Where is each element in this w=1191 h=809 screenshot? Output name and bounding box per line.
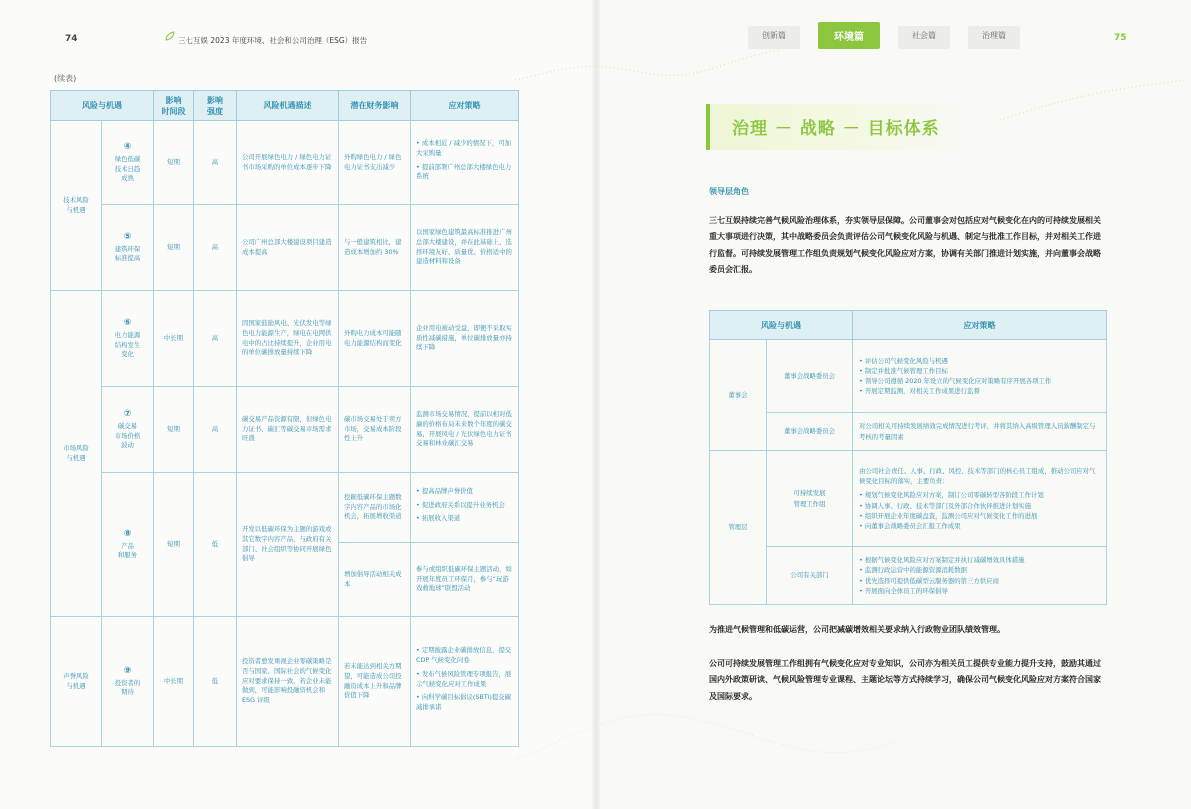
strategy-item: • 规划气候变化风险应对方案，制订公司零碳转型各阶段工作计划	[859, 490, 1100, 500]
strategy-item: • 开展定期监测，对相关工作成果进行监督	[859, 386, 1100, 396]
period-cell: 短期	[154, 205, 194, 291]
item-name: 投资者的 期待	[114, 678, 141, 697]
unit-cell: 董事会战略委员会	[767, 413, 853, 451]
finance-cell: 挖掘低碳环保主题数字内容产品的市场化机会，拓展增收渠道	[339, 473, 411, 543]
intensity-cell: 低	[194, 617, 237, 747]
section-tabs	[748, 22, 1020, 49]
strategy-intro: 由公司社会责任、人事、行政、风控、技术等部门的核心员工组成，推动公司应对气候变化目标的落实，主要负责：	[859, 466, 1096, 485]
header-finance: 潜在财务影响	[339, 91, 411, 121]
description-cell: 公司开展绿色电力 / 绿色电力证书市场采购的单位成本逐步下降	[237, 121, 339, 205]
strategy-item: • 协调人事、行政、技术等部门及外部合作伙伴推进计划实施	[859, 501, 1100, 511]
strategy-item: • 根据气候变化风险应对方案制定并执行减碳增效具体措施	[859, 555, 1100, 565]
category-market: 市场风险 与机遇	[51, 291, 102, 617]
continued-label: (续表)	[54, 74, 77, 83]
strategy-item: • 成本相近 / 减少的情况下，可加大采购量	[416, 139, 513, 159]
intensity-cell: 高	[194, 121, 237, 205]
item-number: ⑦	[123, 408, 132, 419]
item-cell	[102, 205, 154, 291]
unit-cell: 公司有关部门	[767, 547, 853, 605]
running-title: 三七互娱 2023 年度环境、社会和公司治理（ESG）报告	[178, 36, 368, 45]
sub-heading: 领导层角色	[709, 187, 749, 196]
period-cell: 短期	[154, 121, 194, 205]
description-cell: 投资者愈发重视企业零碳策略是否与国家、国际社会的气候变化应对要求保持一致，若企业未能做到，可能影响投融资机会和 ESG 评级	[237, 617, 339, 747]
strategy-item: • 评估公司气候变化风险与机遇	[859, 356, 1100, 366]
intensity-cell: 高	[194, 205, 237, 291]
table-row	[51, 473, 519, 543]
table-row	[710, 547, 1107, 605]
strategy-cell	[411, 617, 519, 747]
tab-governance[interactable]: 治理篇	[968, 26, 1020, 49]
strategy-cell	[411, 121, 519, 205]
item-name: 电力能源 结构发生 变化	[114, 330, 141, 359]
strategy-item: • 提高品牌声誉价值	[416, 487, 513, 497]
table-row	[51, 121, 519, 205]
finance-cell: 外购绿色电力 / 绿色电力证书支出减少	[339, 121, 411, 205]
unit-cell: 董事会战略委员会	[767, 340, 853, 413]
finance-cell: 碳市场交易处于卖方市场，交易成本阶段性上升	[339, 387, 411, 473]
period-cell: 短期	[154, 473, 194, 617]
intensity-cell: 高	[194, 387, 237, 473]
item-name: 碳交易 市场价格 波动	[114, 421, 141, 450]
item-name: 建筑环保 标准提高	[114, 244, 141, 263]
paragraph-training: 公司可持续发展管理工作组拥有气候变化应对专业知识，公司亦为相关员工提供专业能力提升支持，鼓励其通过国内外政策研读、气候风险管理专业课程、主题论坛等方式持续学习，确保公司气候变化风险应对方案符合国家及国际要求。	[709, 659, 1101, 701]
header-strategy: 应对策略	[411, 91, 519, 121]
strategy-cell: 企业用电被动受益，即便不采取实质性减碳措施，单位碳排放量亦持续下降	[411, 291, 519, 387]
strategy-item: • 组织开展企业年度碳盘查，监测公司应对气候变化工作的进展	[859, 511, 1100, 521]
intensity-cell: 高	[194, 291, 237, 387]
strategy-cell	[853, 340, 1107, 413]
unit-cell: 可持续发展 管理工作组	[767, 451, 853, 547]
item-number: ⑤	[123, 231, 132, 242]
item-cell	[102, 617, 154, 747]
item-number: ⑥	[123, 317, 132, 328]
header-strategy: 应对策略	[853, 311, 1107, 340]
strategy-cell	[853, 451, 1107, 547]
strategy-item: • 促进政府关系以提升业务机会	[416, 501, 513, 511]
leaf-icon	[164, 30, 176, 42]
finance-cell: 外购电力成本可能随电力能源结构而变化	[339, 291, 411, 387]
category-tech: 技术风险 与机遇	[51, 121, 102, 291]
header-risk: 风险与机遇	[710, 311, 853, 340]
management-label: 管理层	[710, 451, 767, 605]
table-row	[710, 451, 1107, 547]
description-cell: 碳交易产品资源有限，但绿色电力证书、碳汇等碳交易市场需求旺盛	[237, 387, 339, 473]
strategy-item: • 向科学碳目标倡议(SBTi)提交碳减排承诺	[416, 693, 513, 713]
page-number-right: 75	[1114, 33, 1127, 43]
strategy-cell: 对公司相关可持续发展绩效完成情况进行考评，并将其纳入高级管理人员薪酬制定与考核的考量因素	[853, 413, 1107, 451]
header-period: 影响 时间段	[154, 91, 194, 121]
item-cell	[102, 291, 154, 387]
table-row	[710, 340, 1107, 413]
period-cell: 中长期	[154, 617, 194, 747]
table-header-row	[710, 311, 1107, 340]
paragraph-leadership: 三七互娱持续完善气候风险治理体系，夯实领导层保障。公司董事会对包括应对气候变化在内的可持续发展相关重大事项进行决策，其中战略委员会负责评估公司气候变化风险与机遇、制定与批准工作目标，并对相关工作进行监督。可持续发展管理工作组负责规划气候变化风险应对方案，协调有关部门推进计划实施，并向董事会战略委员会汇报。	[709, 216, 1101, 275]
item-cell	[102, 121, 154, 205]
finance-cell: 增加倡导活动相关成本	[339, 543, 411, 617]
strategy-item: • 拓展收入渠道	[416, 514, 513, 524]
strategy-item: • 提前部署广州总部大楼绿色电力系统	[416, 163, 513, 183]
strategy-item: • 向董事会战略委员会汇报工作成果	[859, 521, 1100, 531]
risk-opportunity-table	[50, 90, 519, 747]
book-spine	[592, 0, 600, 809]
strategy-item: • 优先选择可提供低碳型云服务器的第三方供应商	[859, 576, 1100, 586]
table-row	[51, 291, 519, 387]
table-row	[51, 205, 519, 291]
item-number: ④	[123, 141, 132, 152]
strategy-cell	[411, 473, 519, 543]
finance-cell: 若未能达到相关方期望，可能造成公司投融资成本上升和品牌价值下降	[339, 617, 411, 747]
item-name: 产品 和服务	[117, 541, 138, 560]
finance-cell: 与一般建筑相比，建造成本增加约 30%	[339, 205, 411, 291]
strategy-item: • 领导公司遵循 2020 年设立的气候变化应对策略有序开展各项工作	[859, 376, 1100, 386]
table-header-row	[51, 91, 519, 121]
description-cell: 开发以低碳环保为主题的游戏或其它数字内容产品，与政府有关部门、社会组织等协同开展绿色倡导	[237, 473, 339, 617]
header-description: 风险机遇描述	[237, 91, 339, 121]
intensity-cell: 低	[194, 473, 237, 617]
paragraph-operations: 为推进气候管理和低碳运营，公司把减碳增效相关要求纳入行政物业团队绩效管理。	[709, 625, 1005, 634]
strategy-item: • 发布气候风险管理专项报告，展示气候变化应对工作成果	[416, 670, 513, 690]
page-number-left: 74	[65, 34, 78, 44]
strategy-cell: 以国家绿色建筑最高标准推进广州总部大楼建设，并在此基础上，选择环境友好、质量优、价格适中的建造材料和设备	[411, 205, 519, 291]
header-risk: 风险与机遇	[51, 91, 154, 121]
strategy-item: • 制定并批准气候管理工作目标	[859, 366, 1100, 376]
governance-table	[709, 310, 1107, 605]
period-cell: 短期	[154, 387, 194, 473]
category-reputation: 声誉风险 与机遇	[51, 617, 102, 747]
strategy-item: • 定期披露企业碳排放信息，提交 CDP 气候变化问卷	[416, 646, 513, 666]
period-cell: 中长期	[154, 291, 194, 387]
item-cell	[102, 387, 154, 473]
table-row	[710, 413, 1107, 451]
strategy-item: • 监测行政运营中的能源资源消耗数据	[859, 565, 1100, 575]
strategy-cell	[853, 547, 1107, 605]
description-cell: 因国家鼓励风电、光伏发电等绿色电力能源生产，绿电在电网供电中的占比持续提升，企业用电的单位碳排放量持续下降	[237, 291, 339, 387]
header-intensity: 影响 强度	[194, 91, 237, 121]
tab-innovation[interactable]: 创新篇	[748, 26, 800, 49]
item-number: ⑨	[123, 665, 132, 676]
item-number: ⑧	[123, 528, 132, 539]
description-cell: 公司广州总部大楼建设项目建造成本提高	[237, 205, 339, 291]
strategy-item: • 开展面向全体员工的环保倡导	[859, 586, 1100, 596]
strategy-cell: 监测市场交易情况，提前以相对低廉的价格布局未来数个年度的碳交易，开展风电 / 光伏绿色电力证书交易和林业碳汇交易	[411, 387, 519, 473]
table-row	[51, 617, 519, 747]
section-heading-box	[706, 104, 966, 150]
item-cell	[102, 473, 154, 617]
tab-social[interactable]: 社会篇	[898, 26, 950, 49]
tab-environment[interactable]: 环境篇	[818, 22, 880, 49]
item-name: 绿色低碳 技术日趋 成熟	[114, 154, 141, 183]
strategy-cell: 参与或组织低碳环保主题活动，如开展年度员工环保月，参与“玩游戏救地球”联盟活动	[411, 543, 519, 617]
board-label: 董事会	[710, 340, 767, 451]
table-row	[51, 387, 519, 473]
section-heading: 治理 － 战略 － 目标体系	[732, 119, 940, 139]
